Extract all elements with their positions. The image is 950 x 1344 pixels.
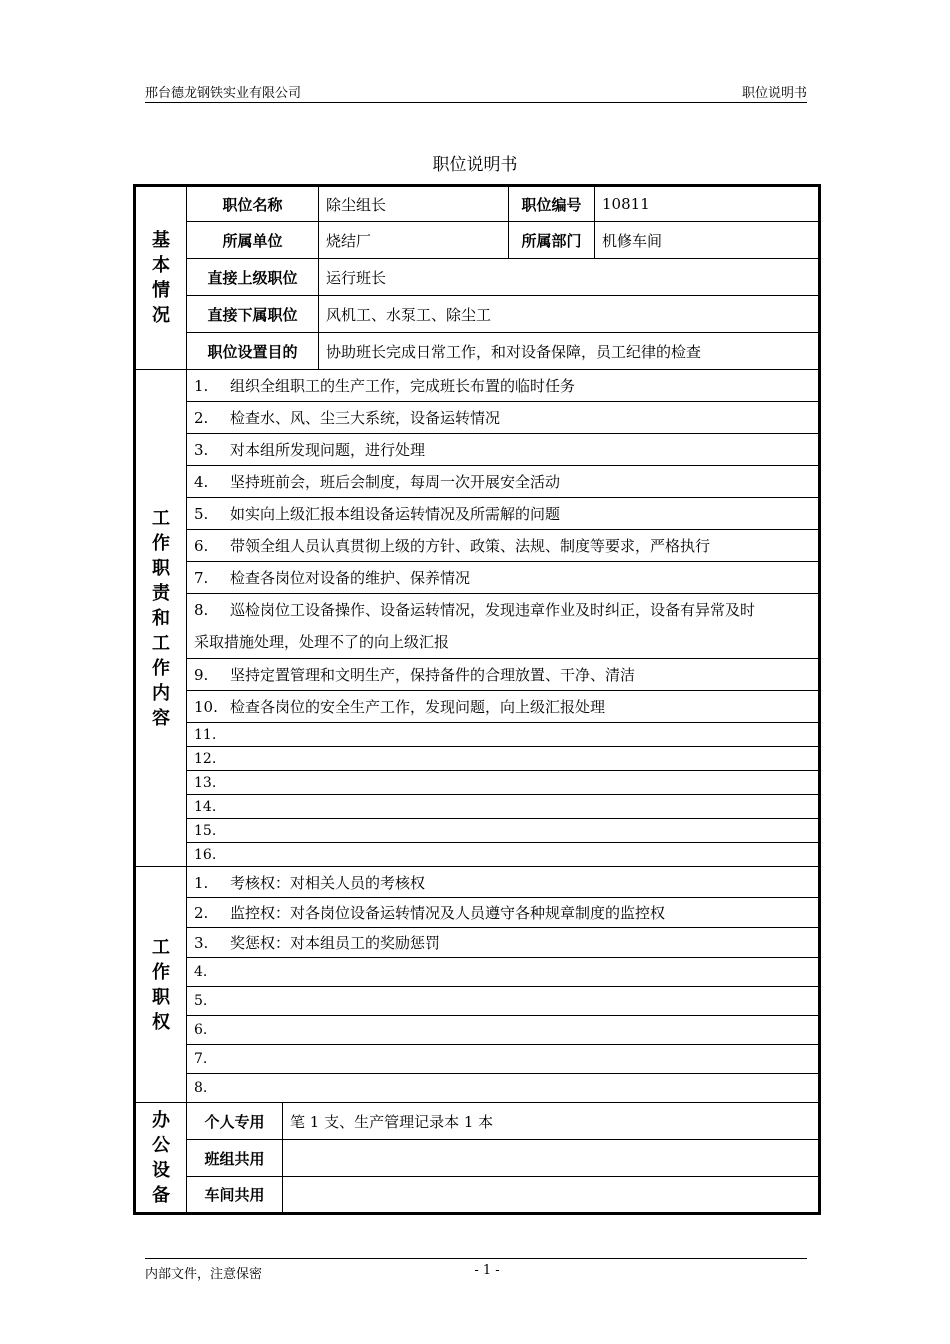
duty-row [135, 747, 820, 771]
superior-label: 直接上级职位 [187, 259, 319, 296]
duty-row [135, 434, 820, 466]
authority-row [135, 867, 820, 898]
duty-row [135, 594, 820, 659]
duty-item: 13. [187, 771, 820, 795]
duty-row [135, 402, 820, 434]
authority-item: 6. [187, 1016, 820, 1045]
duty-item: 15. [187, 819, 820, 843]
purpose-label: 职位设置目的 [187, 333, 319, 370]
basic-row-superior [135, 259, 820, 296]
duty-row [135, 530, 820, 562]
company-name: 邢台德龙钢铁实业有限公司 [145, 86, 302, 101]
workshop-label: 车间共用 [187, 1177, 283, 1214]
job-description-table [133, 184, 821, 1215]
authority-row [135, 1074, 820, 1103]
authority-row [135, 1016, 820, 1045]
duty-item: 4. 坚持班前会，班后会制度，每周一次开展安全活动 [187, 466, 820, 498]
basic-row-unit [135, 222, 820, 259]
unit-value: 烧结厂 [319, 222, 509, 259]
personal-label: 个人专用 [187, 1103, 283, 1140]
basic-row-name [135, 186, 820, 222]
basic-section-label: 基 本 情 况 [135, 186, 187, 370]
page-footer [145, 1258, 807, 1282]
duty-row [135, 771, 820, 795]
page-header [145, 82, 807, 103]
duty-row [135, 691, 820, 723]
authority-item: 1. 考核权：对相关人员的考核权 [187, 867, 820, 898]
duty-row [135, 562, 820, 594]
duty-row [135, 659, 820, 691]
dept-value: 机修车间 [595, 222, 820, 259]
basic-row-purpose [135, 333, 820, 370]
workshop-value [283, 1177, 820, 1214]
authority-section-label: 工 作 职 权 [135, 867, 187, 1103]
purpose-value: 协助班长完成日常工作，和对设备保障，员工纪律的检查 [319, 333, 820, 370]
duty-item: 16. [187, 843, 820, 867]
subordinate-label: 直接下属职位 [187, 296, 319, 333]
duty-item: 6. 带领全组人员认真贯彻上级的方针、政策、法规、制度等要求，严格执行 [187, 530, 820, 562]
duties-section-label: 工 作 职 责 和 工 作 内 容 [135, 370, 187, 867]
duty-item: 8. 巡检岗位工设备操作、设备运转情况，发现违章作业及时纠正，设备有异常及时 采取措施处理，处理不了的向上级汇报 [187, 594, 820, 659]
personal-value: 笔 1 支、生产管理记录本 1 本 [283, 1103, 820, 1140]
duty-item: 1. 组织全组职工的生产工作，完成班长布置的临时任务 [187, 370, 820, 402]
superior-value: 运行班长 [319, 259, 820, 296]
equipment-row [135, 1140, 820, 1177]
position-name-label: 职位名称 [187, 186, 319, 222]
equipment-row [135, 1103, 820, 1140]
duty-row [135, 819, 820, 843]
position-code-label: 职位编号 [509, 186, 595, 222]
authority-row [135, 958, 820, 987]
duty-row [135, 466, 820, 498]
position-code-value: 10811 [595, 186, 820, 222]
duty-row [135, 498, 820, 530]
authority-row [135, 1045, 820, 1074]
equipment-section-label: 办 公 设 备 [135, 1103, 187, 1214]
authority-item: 4. [187, 958, 820, 987]
confidential-note: 内部文件，注意保密 [145, 1267, 263, 1282]
authority-row [135, 928, 820, 958]
subordinate-value: 风机工、水泵工、除尘工 [319, 296, 820, 333]
authority-row [135, 987, 820, 1016]
authority-item: 8. [187, 1074, 820, 1103]
dept-label: 所属部门 [509, 222, 595, 259]
authority-item: 7. [187, 1045, 820, 1074]
duty-item: 10. 检查各岗位的安全生产工作，发现问题，向上级汇报处理 [187, 691, 820, 723]
page-number: - 1 - [474, 1263, 500, 1278]
equipment-row [135, 1177, 820, 1214]
duty-item: 11. [187, 723, 820, 747]
duty-item: 9. 坚持定置管理和文明生产，保持备件的合理放置、干净、清洁 [187, 659, 820, 691]
duty-item: 5. 如实向上级汇报本组设备运转情况及所需解的问题 [187, 498, 820, 530]
authority-item: 5. [187, 987, 820, 1016]
authority-item: 3. 奖惩权：对本组员工的奖励惩罚 [187, 928, 820, 958]
duty-item: 3. 对本组所发现问题，进行处理 [187, 434, 820, 466]
page-title: 职位说明书 [432, 155, 518, 175]
position-name-value: 除尘组长 [319, 186, 509, 222]
authority-item: 2. 监控权：对各岗位设备运转情况及人员遵守各种规章制度的监控权 [187, 898, 820, 928]
duty-item: 2. 检查水、风、尘三大系统，设备运转情况 [187, 402, 820, 434]
duty-row [135, 723, 820, 747]
duty-item: 7. 检查各岗位对设备的维护、保养情况 [187, 562, 820, 594]
duty-row [135, 370, 820, 402]
team-value [283, 1140, 820, 1177]
duty-item: 12. [187, 747, 820, 771]
basic-row-subordinate [135, 296, 820, 333]
unit-label: 所属单位 [187, 222, 319, 259]
duty-row [135, 843, 820, 867]
authority-row [135, 898, 820, 928]
duty-row [135, 795, 820, 819]
document-type: 职位说明书 [741, 86, 807, 101]
team-label: 班组共用 [187, 1140, 283, 1177]
duty-item: 14. [187, 795, 820, 819]
